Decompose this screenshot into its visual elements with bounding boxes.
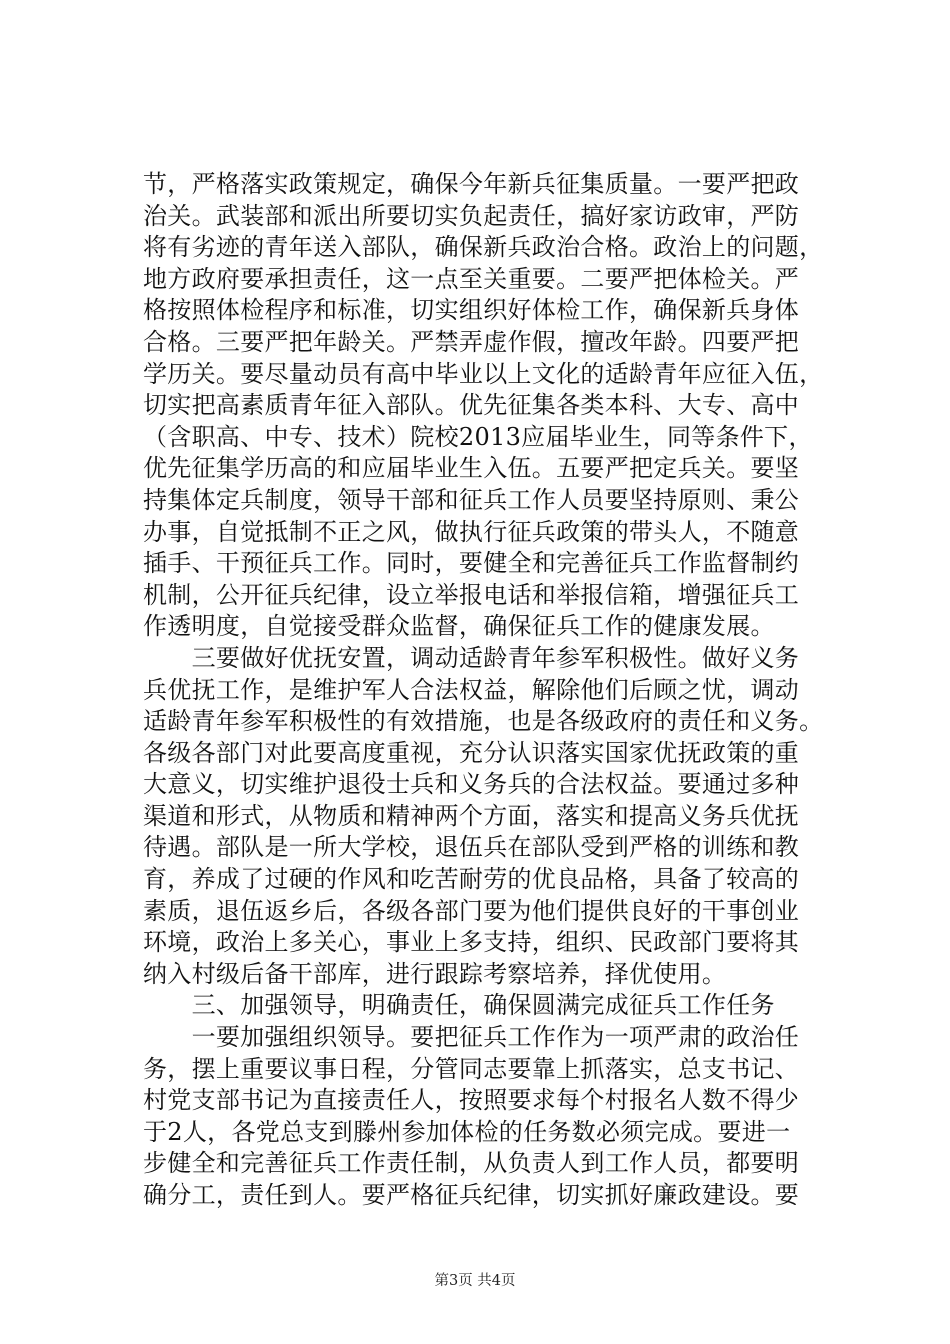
text-line: 办事，自觉抵制不正之风，做执行征兵政策的带头人，不随意	[143, 517, 800, 546]
text-line: 地方政府要承担责任，这一点至关重要。二要严把体检关。严	[143, 264, 800, 293]
text-line: 务，摆上重要议事日程，分管同志要靠上抓落实，总支书记、	[143, 1054, 800, 1083]
text-line: 适龄青年参军积极性的有效措施，也是各级政府的责任和义务。	[143, 707, 824, 736]
text-line: 学历关。要尽量动员有高中毕业以上文化的适龄青年应征入伍，	[143, 359, 824, 388]
text-line: 确分工，责任到人。要严格征兵纪律，切实抓好廉政建设。要	[143, 1181, 800, 1209]
page-footer: 第3页 共4页	[434, 1273, 516, 1289]
text-line: 于2人，各党总支到滕州参加体检的任务数必须完成。要进一	[143, 1117, 791, 1146]
text-line: 纳入村级后备干部库，进行跟踪考察培养，择优使用。	[143, 959, 727, 988]
text-line: 将有劣迹的青年送入部队，确保新兵政治合格。政治上的问题，	[143, 233, 824, 262]
text-line: 一要加强组织领导。要把征兵工作作为一项严肃的政治任	[143, 1023, 800, 1052]
text-line: 素质，退伍返乡后，各级各部门要为他们提供良好的干事创业	[143, 896, 800, 925]
text-line: 合格。三要严把年龄关。严禁弄虚作假，擅改年龄。四要严把	[143, 327, 800, 356]
text-line: 渠道和形式，从物质和精神两个方面，落实和提高义务兵优抚	[143, 801, 800, 830]
text-line: 各级各部门对此要高度重视，充分认识落实国家优抚政策的重	[143, 738, 800, 767]
text-line: 节，严格落实政策规定，确保今年新兵征集质量。一要严把政	[143, 170, 800, 198]
text-line: 机制，公开征兵纪律，设立举报电话和举报信箱，增强征兵工	[143, 580, 800, 609]
text-line: 作透明度，自觉接受群众监督，确保征兵工作的健康发展。	[143, 612, 775, 641]
text-line: 持集体定兵制度，领导干部和征兵工作人员要坚持原则、秉公	[143, 485, 800, 514]
text-line: 格按照体检程序和标准，切实组织好体检工作，确保新兵身体	[143, 296, 800, 325]
text-line: 育，养成了过硬的作风和吃苦耐劳的优良品格，具备了较高的	[143, 865, 800, 894]
text-line: 优先征集学历高的和应届毕业生入伍。五要严把定兵关。要坚	[143, 454, 800, 483]
text-line: 环境，政治上多关心，事业上多支持，组织、民政部门要将其	[143, 928, 800, 957]
text-line: 待遇。部队是一所大学校，退伍兵在部队受到严格的训练和教	[143, 833, 800, 862]
text-line: 三要做好优抚安置，调动适龄青年参军积极性。做好义务	[143, 643, 800, 672]
text-line: 兵优抚工作，是维护军人合法权益，解除他们后顾之忧，调动	[143, 675, 800, 704]
text-line: 村党支部书记为直接责任人，按照要求每个村报名人数不得少	[143, 1086, 800, 1115]
text-line: 大意义，切实维护退役士兵和义务兵的合法权益。要通过多种	[143, 770, 800, 799]
body-text	[143, 169, 833, 1212]
text-line: 切实把高素质青年征入部队。优先征集各类本科、大专、高中	[143, 391, 800, 420]
text-line: 插手、干预征兵工作。同时，要健全和完善征兵工作监督制约	[143, 549, 800, 578]
text-line: 步健全和完善征兵工作责任制，从负责人到工作人员，都要明	[143, 1149, 800, 1178]
text-line: （含职高、中专、技术）院校2013应届毕业生，同等条件下，	[143, 422, 813, 451]
text-line: 三、加强领导，明确责任，确保圆满完成征兵工作任务	[143, 991, 775, 1020]
text-line: 治关。武装部和派出所要切实负起责任，搞好家访政审，严防	[143, 201, 800, 230]
